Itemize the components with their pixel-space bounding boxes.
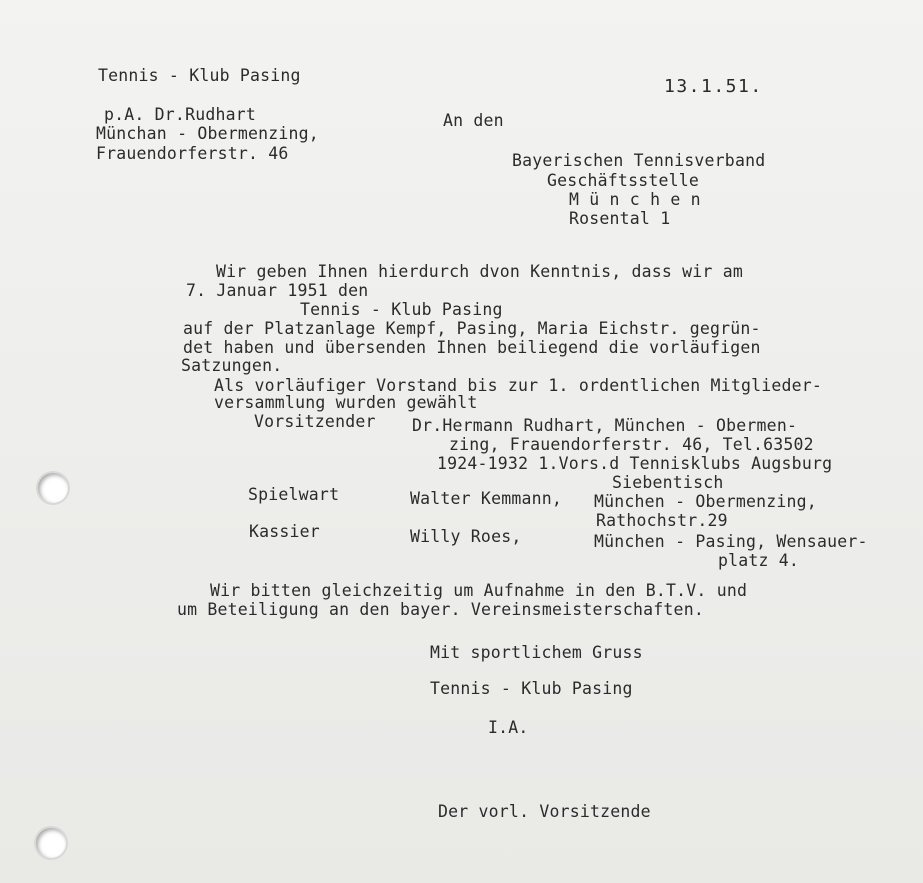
board-cash-address: platz 4. [718,551,800,570]
punch-hole-top [38,473,68,503]
board-play-name: Walter Kemmann, [410,489,563,508]
closing-club: Tennis - Klub Pasing [430,679,633,698]
letter-date: 13.1.51. [664,76,763,97]
board-cash-name: Willy Roes, [410,527,522,546]
recipient-street: Rosental 1 [569,209,671,228]
body-line: 7. Januar 1951 den [186,281,369,300]
board-play-role: Spielwart [248,485,340,504]
body-line: um Beteiligung an den bayer. Vereinsmeisterschaften. [177,600,704,619]
body-line: Satzungen. [181,356,283,375]
board-cash-address: München - Pasing, Wensauer- [594,532,868,551]
board-cash-role: Kassier [249,522,320,541]
closing-ia: I.A. [488,718,529,737]
closing-signature-title: Der vorl. Vorsitzende [438,802,651,821]
recipient-to: An den [443,111,504,130]
body-line: auf der Platzanlage Kempf, Pasing, Maria Eichstr. gegrün- [183,319,761,338]
body-line: Wir bitten gleichzeitig um Aufnahme in den B.T.V. und [210,581,748,600]
board-chair-line: zing, Frauendorferstr. 46, Tel.63502 [449,435,814,454]
board-chair-line: Dr.Hermann Rudhart, München - Obermen- [412,416,798,435]
sender-city: Münchan - Obermenzing, [96,124,319,143]
board-chair-line: 1924-1932 1.Vors.d Tennisklubs Augsburg [437,454,833,473]
board-play-address: München - Obermenzing, [594,492,817,511]
recipient-city: M ü n c h e n [569,190,701,209]
recipient-org: Bayerischen Tennisverband [512,151,766,170]
body-line: Als vorläufiger Vorstand bis zur 1. ordentlichen Mitglieder- [214,376,823,395]
sender-club: Tennis - Klub Pasing [98,66,301,85]
sender-street: Frauendorferstr. 46 [96,144,289,163]
body-line: det haben und übersenden Ihnen beiliegend die vorläufigen [183,338,761,357]
board-play-address: Rathochstr.29 [596,511,728,530]
board-chair-line: Siebentisch [612,473,724,492]
closing-greeting: Mit sportlichem Gruss [430,643,643,662]
recipient-office: Geschäftsstelle [547,171,700,190]
punch-hole-bottom [36,828,66,858]
sender-care-of: p.A. Dr.Rudhart [104,105,257,124]
board-chair-role: Vorsitzender [254,412,376,431]
body-line: versammlung wurden gewählt [214,393,478,412]
body-line: Wir geben Ihnen hierdurch dvon Kenntnis, dass wir am [216,262,743,281]
body-line: Tennis - Klub Pasing [300,300,503,319]
